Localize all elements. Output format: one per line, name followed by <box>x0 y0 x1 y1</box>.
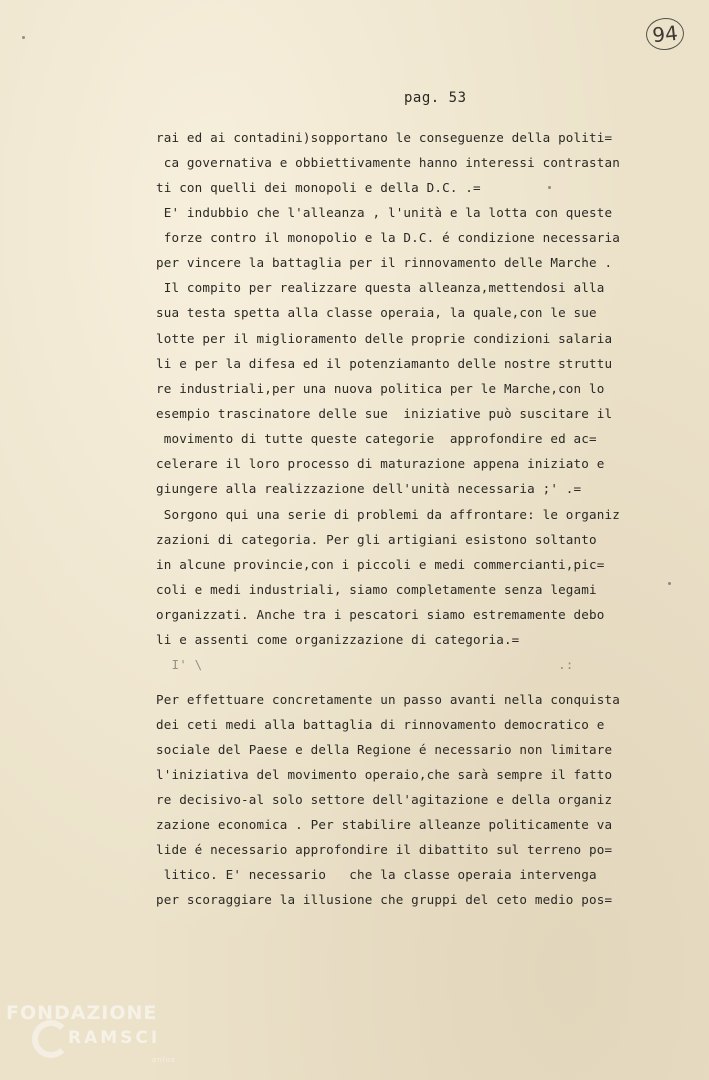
text-line: celerare il loro processo di maturazione appena iniziato e <box>156 456 605 471</box>
text-line: coli e medi industriali, siamo completamente senza legami <box>156 582 597 597</box>
text-line: zazione economica . Per stabilire alleanze politicamente va <box>156 817 613 832</box>
text-line: Per effettuare concretamente un passo avanti nella conquista <box>156 692 620 707</box>
page-label: pag. 53 <box>404 90 467 106</box>
text-line: li e per la difesa ed il potenziamanto delle nostre struttu <box>156 356 613 371</box>
text-line-faint: I' \ .: <box>156 657 574 672</box>
text-line: sociale del Paese e della Regione é necessario non limitare <box>156 742 613 757</box>
text-line: ti con quelli dei monopoli e della D.C. .= <box>156 180 481 195</box>
text-line: per vincere la battaglia per il rinnovamento delle Marche . <box>156 255 613 270</box>
paper-speck <box>548 186 551 189</box>
text-line: in alcune provincie,con i piccoli e medi commercianti,pic= <box>156 557 605 572</box>
watermark-tag: onlus <box>152 1056 176 1064</box>
text-line: E' indubbio che l'alleanza , l'unità e la lotta con queste <box>156 205 613 220</box>
text-line: giungere alla realizzazione dell'unità necessaria ;' .= <box>156 481 582 496</box>
folio-number: 94 <box>644 16 685 52</box>
text-line: forze contro il monopolio e la D.C. é condizione necessaria <box>156 230 620 245</box>
text-line: organizzati. Anche tra i pescatori siamo estremamente debo <box>156 607 605 622</box>
text-line: sua testa spetta alla classe operaia, la quale,con le sue <box>156 305 597 320</box>
text-line: movimento di tutte queste categorie approfondire ed ac= <box>156 431 597 446</box>
text-line: re decisivo-al solo settore dell'agitazione e della organiz <box>156 792 613 807</box>
text-line: litico. E' necessario che la classe operaia intervenga <box>156 867 597 882</box>
watermark-line2: RAMSCI <box>68 1028 161 1048</box>
paper-speck <box>668 582 671 585</box>
text-line: lotte per il miglioramento delle proprie condizioni salaria <box>156 331 613 346</box>
text-line: zazioni di categoria. Per gli artigiani esistono soltanto <box>156 532 597 547</box>
text-line: Il compito per realizzare questa alleanza,mettendosi alla <box>156 280 605 295</box>
text-line: re industriali,per una nuova politica per le Marche,con lo <box>156 381 605 396</box>
text-line: Sorgono qui una serie di problemi da affrontare: le organiz <box>156 507 620 522</box>
text-line: l'iniziativa del movimento operaio,che sarà sempre il fatto <box>156 767 613 782</box>
text-line: dei ceti medi alla battaglia di rinnovamento democratico e <box>156 717 605 732</box>
watermark-g-logo-icon <box>32 1020 70 1058</box>
text-line: esempio trascinatore delle sue iniziative può suscitare il <box>156 406 613 421</box>
text-line: per scoraggiare la illusione che gruppi del ceto medio pos= <box>156 892 613 907</box>
text-line: ca governativa e obbiettivamente hanno interessi contrastan <box>156 155 620 170</box>
text-line: li e assenti come organizzazione di categoria.= <box>156 632 520 647</box>
fondazione-gramsci-watermark <box>6 998 206 1076</box>
text-line: lide é necessario approfondire il dibattito sul terreno po= <box>156 842 613 857</box>
paper-speck <box>22 36 25 39</box>
text-line: rai ed ai contadini)sopportano le conseguenze della politi= <box>156 130 613 145</box>
watermark-line1: FONDAZIONE <box>6 1002 158 1024</box>
